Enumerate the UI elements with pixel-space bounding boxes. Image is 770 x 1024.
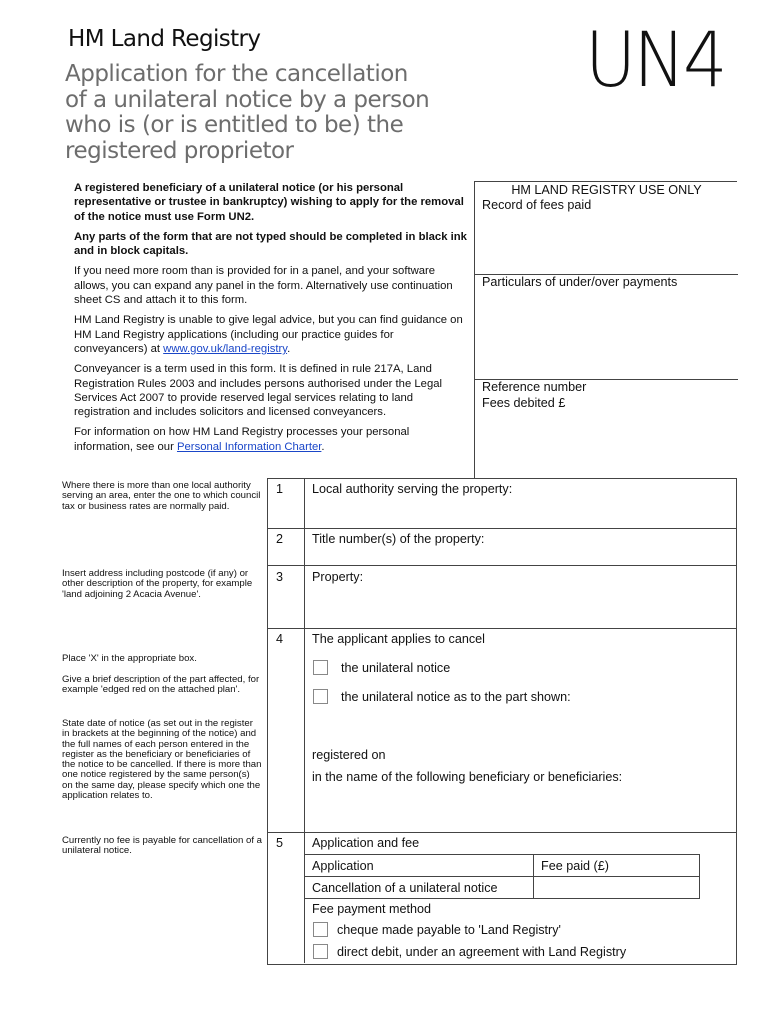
cheque-option-label: cheque made payable to 'Land Registry' xyxy=(337,923,561,937)
property-field[interactable]: Property: xyxy=(312,570,364,584)
form-title-line: of a unilateral notice by a person xyxy=(65,86,430,113)
panel-divider xyxy=(268,565,736,566)
office-use-box xyxy=(474,181,737,478)
form-title-line: registered proprietor xyxy=(65,137,294,164)
intro-un2-note: A registered beneficiary of a unilateral notice (or his personal representative or trustee in bankruptcy) wishing to apply for the removal of the notice must use Form UN2. xyxy=(74,182,464,223)
fee-table-fee-header: Fee paid (£) xyxy=(534,855,700,877)
fee-table-application-header: Application xyxy=(305,855,534,877)
panel-4-number: 4 xyxy=(276,632,284,646)
panel-divider xyxy=(268,478,736,479)
cheque-checkbox[interactable] xyxy=(313,922,328,937)
form-code: UN4 xyxy=(585,15,725,104)
fee-payment-method-label: Fee payment method xyxy=(312,902,432,916)
panel-divider xyxy=(268,832,736,833)
reference-number-label: Reference number xyxy=(482,380,587,394)
fees-debited-label: Fees debited £ xyxy=(482,396,566,410)
intro-advice-text: HM Land Registry is unable to give legal advice, but you can find guidance on HM Land Registry applications (including our practice guides for conveyancers) at xyxy=(74,314,463,355)
fee-table xyxy=(304,854,700,899)
unilateral-notice-part-option-label: the unilateral notice as to the part shown: xyxy=(341,690,571,704)
intro-advice-note xyxy=(74,313,470,356)
fee-table-row xyxy=(305,877,700,899)
side-note-place-x: Place 'X' in the appropriate box. xyxy=(62,653,197,664)
form-title-line: who is (or is entitled to be) the xyxy=(65,112,404,138)
intro-privacy-note xyxy=(74,425,470,454)
unilateral-notice-checkbox[interactable] xyxy=(313,660,328,675)
local-authority-field[interactable]: Local authority serving the property: xyxy=(312,482,513,496)
panel-2-number: 2 xyxy=(276,532,284,546)
personal-information-charter-link[interactable]: Personal Information Charter xyxy=(176,440,322,453)
intro-privacy-text: For information on how HM Land Registry processes your personal information, see our xyxy=(74,426,410,453)
gov-uk-link[interactable]: www.gov.uk/land-registry xyxy=(163,342,288,355)
beneficiaries-field[interactable]: in the name of the following beneficiary or beneficiaries: xyxy=(312,770,623,784)
office-use-header: HM LAND REGISTRY USE ONLY xyxy=(511,183,702,197)
application-and-fee-label: Application and fee xyxy=(312,836,420,850)
fee-paid-input[interactable] xyxy=(534,877,700,899)
panel-1-number: 1 xyxy=(276,482,284,496)
title-numbers-field[interactable]: Title number(s) of the property: xyxy=(312,532,485,546)
direct-debit-option-label: direct debit, under an agreement with Land Registry xyxy=(337,945,627,959)
panel-divider xyxy=(268,528,736,529)
intro-conveyancer-note: Conveyancer is a term used in this form. It is defined in rule 217A, Land Registration Rules 2003 and includes persons authorised under the Legal Services Act 2007 to provide reserved legal services relating to land registration and includes solicitors and licensed conveyancers. xyxy=(74,363,443,419)
fee-table-application-cell: Cancellation of a unilateral notice xyxy=(305,877,534,899)
side-note-fee: Currently no fee is payable for cancellation of a unilateral notice. xyxy=(62,835,262,857)
panel-5-number: 5 xyxy=(276,836,284,850)
direct-debit-checkbox[interactable] xyxy=(313,944,328,959)
org-name: HM Land Registry xyxy=(68,26,261,52)
side-note-notice-date: State date of notice (as set out in the register in brackets at the beginning of the notice) and the full names of each person entered in the register as the beneficiary or beneficiaries of the notice to be cancelled. If there is more than one notice registered by the same person(s) on the same day, please specify which one the application relates to. xyxy=(62,718,262,802)
side-note-property: Insert address including postcode (if any) or other description of the property, for example 'land adjoining 2 Acacia Avenue'. xyxy=(62,568,253,600)
unilateral-notice-option-label: the unilateral notice xyxy=(341,661,451,675)
fee-table-header-row xyxy=(305,855,700,877)
intro-notes xyxy=(74,181,470,460)
unilateral-notice-part-checkbox[interactable] xyxy=(313,689,328,704)
form-title-line: Application for the cancellation xyxy=(65,61,408,87)
side-note-local-authority: Where there is more than one local authority serving an area, enter the one to which council tax or business rates are normally paid. xyxy=(62,480,261,512)
panel-divider xyxy=(268,628,736,629)
under-over-payments-label: Particulars of under/over payments xyxy=(482,275,678,289)
intro-ink-note: Any parts of the form that are not typed should be completed in black ink and in block capitals. xyxy=(74,230,467,258)
cancel-application-label: The applicant applies to cancel xyxy=(312,632,485,646)
panel-3-number: 3 xyxy=(276,570,284,584)
fees-record-label: Record of fees paid xyxy=(482,198,592,212)
intro-room-note: If you need more room than is provided for in a panel, and your software allows, you can expand any panel in the form. Alternatively use continuation sheet CS and attach it to this form. xyxy=(74,265,453,307)
intro-advice-end: . xyxy=(287,342,291,355)
form-title xyxy=(65,62,445,164)
form-panels xyxy=(267,478,737,965)
registered-on-field[interactable]: registered on xyxy=(312,748,386,762)
side-note-part-description: Give a brief description of the part affected, for example 'edged red on the attached plan'. xyxy=(62,674,260,696)
intro-privacy-end: . xyxy=(321,440,325,453)
